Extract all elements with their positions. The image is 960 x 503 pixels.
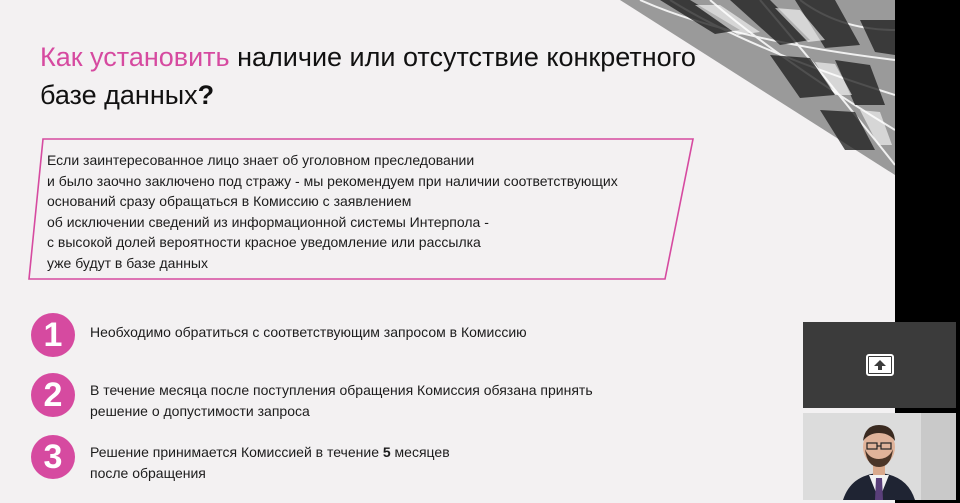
callout-line: уже будут в базе данных xyxy=(47,254,208,271)
screen-share-icon[interactable] xyxy=(866,354,894,376)
step-number: 3 xyxy=(43,438,63,476)
callout-line: оснований сразу обращаться в Комиссию с заявлением xyxy=(47,193,412,210)
participant-video[interactable] xyxy=(803,413,956,500)
step-line: В течение месяца после поступления обращения Комиссия обязана принять xyxy=(90,382,593,398)
callout-line: об исключении сведений из информационной системы Интерпола - xyxy=(47,213,489,230)
participant-avatar xyxy=(803,413,956,500)
step-line: Необходимо обратиться с соответствующим запросом в Комиссию xyxy=(90,324,527,340)
callout-line: и было заочно заключено под стражу - мы рекомендуем при наличии соответствующих xyxy=(47,172,618,189)
step-line: после обращения xyxy=(90,465,206,481)
step-text xyxy=(90,380,593,422)
step-number-badge xyxy=(30,372,76,418)
callout-line: с высокой долей вероятности красное уведомление или рассылка xyxy=(47,234,481,251)
slide-title xyxy=(40,38,730,114)
step-number-badge xyxy=(30,434,76,480)
title-accent: Как установить xyxy=(40,42,230,72)
step-number: 2 xyxy=(43,376,63,414)
callout-text xyxy=(47,150,697,274)
screen-share-tile[interactable] xyxy=(803,322,956,408)
step-line-bold: 5 xyxy=(382,444,391,460)
title-line2: базе данных xyxy=(40,80,198,110)
step-line: решение о допустимости запроса xyxy=(90,403,310,419)
step-number: 1 xyxy=(43,316,63,354)
step-text xyxy=(90,322,527,343)
title-question-mark: ? xyxy=(197,80,215,110)
callout-line: Если заинтересованное лицо знает об уголовном преследовании xyxy=(47,152,475,168)
step-text xyxy=(90,442,450,484)
step-line-pre: Решение принимается Комиссией в течение xyxy=(90,444,383,460)
step-number-badge xyxy=(30,312,76,358)
step-line-post: месяцев xyxy=(390,444,450,460)
title-rest: наличие или отсутствие конкретного xyxy=(229,42,696,72)
